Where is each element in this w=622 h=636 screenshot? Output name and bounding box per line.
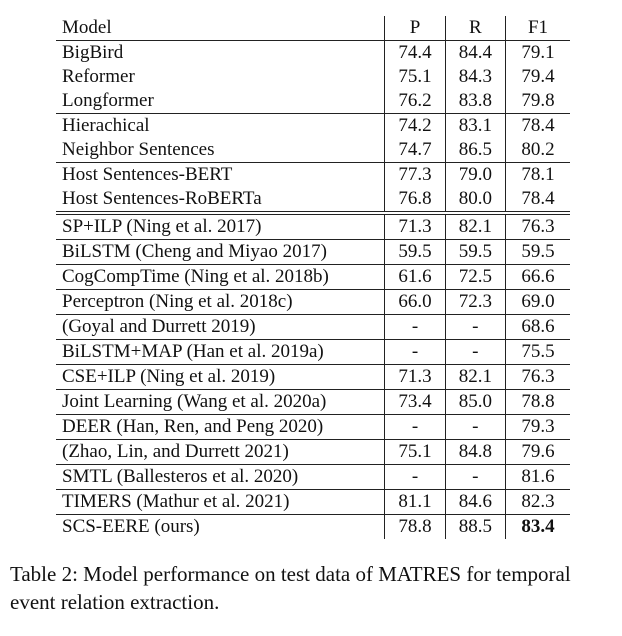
cell-model: CogCompTime (Ning et al. 2018b) xyxy=(56,265,385,290)
cell-p: 76.8 xyxy=(385,187,445,213)
cell-f1: 78.8 xyxy=(506,390,570,415)
cell-r: 59.5 xyxy=(445,240,505,265)
cell-model: Longformer xyxy=(56,89,385,114)
cell-p: 59.5 xyxy=(385,240,445,265)
cell-r: 83.8 xyxy=(445,89,505,114)
cell-r: 72.3 xyxy=(445,290,505,315)
cell-p: 78.8 xyxy=(385,515,445,540)
cell-model: CSE+ILP (Ning et al. 2019) xyxy=(56,365,385,390)
header-r: R xyxy=(445,16,505,41)
cell-p: 71.3 xyxy=(385,213,445,240)
cell-p: 74.2 xyxy=(385,114,445,139)
table-row xyxy=(56,415,570,440)
cell-f1: 68.6 xyxy=(506,315,570,340)
cell-p: - xyxy=(385,415,445,440)
cell-model: SP+ILP (Ning et al. 2017) xyxy=(56,213,385,240)
cell-f1: 59.5 xyxy=(506,240,570,265)
cell-f1: 78.4 xyxy=(521,188,555,209)
cell-p: 75.1 xyxy=(385,440,445,465)
cell-r: - xyxy=(445,415,505,440)
table-row xyxy=(56,465,570,490)
cell-r: 80.0 xyxy=(445,187,505,213)
cell-r: - xyxy=(445,340,505,365)
table-row xyxy=(56,41,570,66)
table-row xyxy=(56,240,570,265)
cell-model: Joint Learning (Wang et al. 2020a) xyxy=(56,390,385,415)
cell-f1: 69.0 xyxy=(506,290,570,315)
cell-f1: 80.2 xyxy=(521,139,555,160)
cell-model: Host Sentences-RoBERTa xyxy=(56,187,385,213)
cell-f1: 78.1 xyxy=(506,163,570,188)
cell-f1: 66.6 xyxy=(506,265,570,290)
cell-r: 79.0 xyxy=(445,163,505,188)
table-row xyxy=(56,440,570,465)
cell-r: 83.1 xyxy=(445,114,505,139)
cell-model: Perceptron (Ning et al. 2018c) xyxy=(56,290,385,315)
cell-r: 85.0 xyxy=(445,390,505,415)
cell-r: - xyxy=(445,315,505,340)
cell-p: - xyxy=(385,315,445,340)
cell-model: Neighbor Sentences xyxy=(56,138,385,163)
cell-p: 74.4 xyxy=(385,41,445,66)
cell-r: 84.8 xyxy=(445,440,505,465)
cell-p: 77.3 xyxy=(385,163,445,188)
cell-model: Hierachical xyxy=(56,114,385,139)
cell-r: 88.5 xyxy=(445,515,505,540)
cell-model: SCS-EERE (ours) xyxy=(56,515,385,540)
cell-f1: 79.8 xyxy=(521,90,555,111)
cell-model: BiLSTM (Cheng and Miyao 2017) xyxy=(56,240,385,265)
cell-p: - xyxy=(385,340,445,365)
cell-r: 82.1 xyxy=(445,213,505,240)
table-row xyxy=(56,187,570,213)
cell-p: 75.1 xyxy=(385,65,445,89)
cell-p: 76.2 xyxy=(385,89,445,114)
cell-model: (Goyal and Durrett 2019) xyxy=(56,315,385,340)
cell-model: (Zhao, Lin, and Durrett 2021) xyxy=(56,440,385,465)
cell-r: 86.5 xyxy=(445,138,505,163)
table-row xyxy=(56,340,570,365)
cell-r: 84.4 xyxy=(445,41,505,66)
cell-p: 61.6 xyxy=(385,265,445,290)
cell-r: 72.5 xyxy=(445,265,505,290)
cell-f1: 76.3 xyxy=(506,213,570,240)
cell-f1: 79.6 xyxy=(506,440,570,465)
table-row xyxy=(56,490,570,515)
cell-p: 66.0 xyxy=(385,290,445,315)
cell-f1: 79.4 xyxy=(521,66,555,87)
table-row xyxy=(56,265,570,290)
cell-f1: 81.6 xyxy=(506,465,570,490)
cell-f1: 76.3 xyxy=(506,365,570,390)
cell-model: TIMERS (Mathur et al. 2021) xyxy=(56,490,385,515)
table-row xyxy=(56,213,570,240)
cell-p: 81.1 xyxy=(385,490,445,515)
results-table-container xyxy=(56,16,570,539)
cell-p: 71.3 xyxy=(385,365,445,390)
cell-p: 73.4 xyxy=(385,390,445,415)
cell-f1: 82.3 xyxy=(506,490,570,515)
cell-model: Host Sentences-BERT xyxy=(56,163,385,188)
cell-f1: 78.4 xyxy=(506,114,570,139)
table-row xyxy=(56,390,570,415)
table-row xyxy=(56,89,570,114)
cell-f1: 79.1 xyxy=(521,42,555,63)
cell-r: 82.1 xyxy=(445,365,505,390)
header-model: Model xyxy=(56,16,385,41)
table-row xyxy=(56,365,570,390)
cell-p: - xyxy=(385,465,445,490)
table-row xyxy=(56,114,570,139)
table-row xyxy=(56,315,570,340)
cell-f1-best: 83.4 xyxy=(506,515,570,540)
cell-r: - xyxy=(445,465,505,490)
cell-model: BiLSTM+MAP (Han et al. 2019a) xyxy=(56,340,385,365)
cell-model: Reformer xyxy=(56,65,385,89)
results-table xyxy=(56,16,570,539)
cell-model: DEER (Han, Ren, and Peng 2020) xyxy=(56,415,385,440)
cell-f1: 75.5 xyxy=(506,340,570,365)
cell-model: BigBird xyxy=(56,41,385,66)
table-row xyxy=(56,65,570,89)
table-header-row xyxy=(56,16,570,41)
header-f1: F1 xyxy=(506,16,570,41)
cell-r: 84.6 xyxy=(445,490,505,515)
header-p: P xyxy=(385,16,445,41)
cell-model: SMTL (Ballesteros et al. 2020) xyxy=(56,465,385,490)
table-row xyxy=(56,515,570,540)
table-row xyxy=(56,163,570,188)
table-caption: Table 2: Model performance on test data of MATRES for temporal event relation extraction. xyxy=(10,562,571,614)
cell-f1: 79.3 xyxy=(506,415,570,440)
cell-r: 84.3 xyxy=(445,65,505,89)
cell-p: 74.7 xyxy=(385,138,445,163)
table-row xyxy=(56,290,570,315)
table-row xyxy=(56,138,570,163)
